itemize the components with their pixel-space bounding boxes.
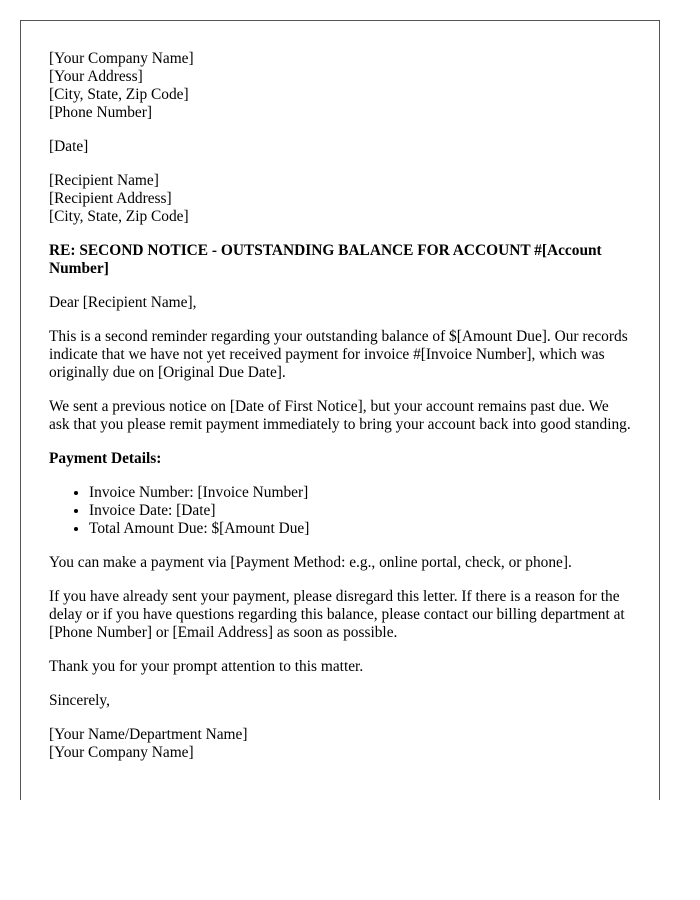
salutation: Dear [Recipient Name],: [49, 294, 197, 311]
list-item: • Invoice Number: [Invoice Number]: [89, 484, 631, 502]
sender-phone: [Phone Number]: [49, 104, 153, 121]
signature-block: [49, 726, 631, 762]
paragraph-previous-notice: We sent a previous notice on [Date of First Notice], but your account remains past due. We ask that you please remit payment immediately to bring your account back into good standing.: [49, 398, 631, 433]
sender-address: [Your Address]: [49, 68, 143, 85]
letter-page: [20, 20, 660, 800]
closing: Sincerely,: [49, 692, 110, 709]
disregard-paragraph: If you have already sent your payment, please disregard this letter. If there is a reason for the delay or if you have questions regarding this balance, please contact our billing department at [Phone Number] or [Email Address] as soon as possible.: [49, 588, 625, 641]
recipient-city: [City, State, Zip Code]: [49, 208, 189, 225]
paragraph-reminder: This is a second reminder regarding your outstanding balance of $[Amount Due]. Our records indicate that we have not yet received payment for invoice #[Invoice Number], which was originally due on [Original Due Date].: [49, 328, 628, 381]
sender-company: [Your Company Name]: [49, 50, 194, 67]
thanks-paragraph: Thank you for your prompt attention to this matter.: [49, 658, 364, 675]
payment-details-heading: Payment Details:: [49, 450, 162, 467]
recipient-block: [49, 172, 631, 226]
subject-line: RE: SECOND NOTICE - OUTSTANDING BALANCE FOR ACCOUNT #[Account Number]: [49, 242, 602, 277]
sender-city: [City, State, Zip Code]: [49, 86, 189, 103]
recipient-address: [Recipient Address]: [49, 190, 172, 207]
sender-block: [49, 50, 631, 122]
list-item: • Total Amount Due: $[Amount Due]: [89, 520, 631, 538]
signature-company: [Your Company Name]: [49, 744, 194, 761]
payment-method-paragraph: You can make a payment via [Payment Method: e.g., online portal, check, or phone].: [49, 554, 572, 571]
letter-date: [Date]: [49, 138, 89, 155]
recipient-name: [Recipient Name]: [49, 172, 159, 189]
payment-details-list: [49, 484, 631, 538]
signature-name: [Your Name/Department Name]: [49, 726, 248, 743]
list-item: • Invoice Date: [Date]: [89, 502, 631, 520]
